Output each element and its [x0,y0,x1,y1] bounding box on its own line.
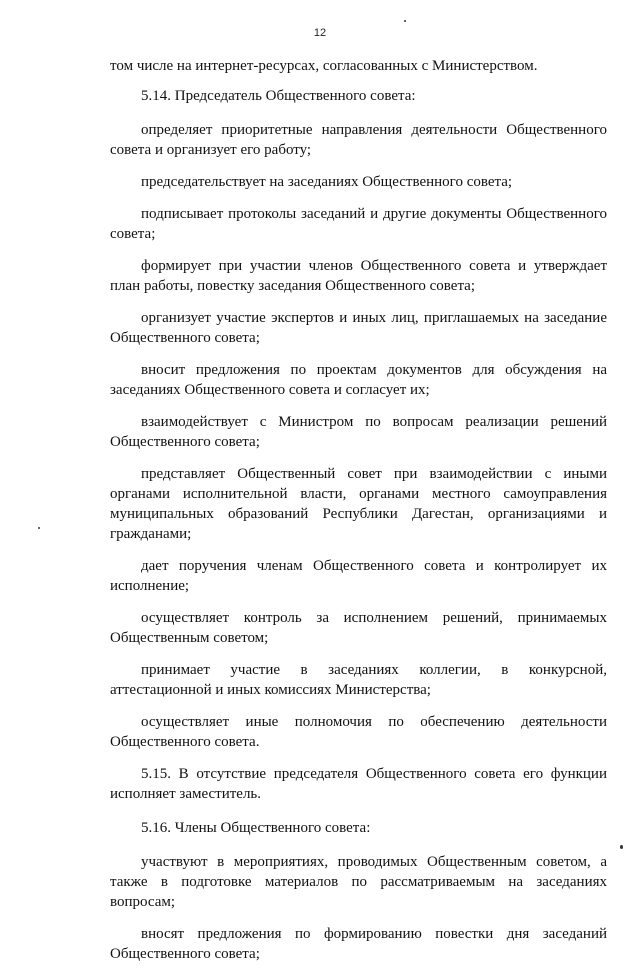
list-item: вносит предложения по проектам документов для обсуждения на заседаниях Общественного совета и согласует их; [110,362,607,398]
list-item: представляет Общественный совет при взаимодействии с иными органами исполнительной власти, органами местного самоуправления муниципальных образований Республики Дагестан, организациями и гражданами; [110,466,607,542]
paragraph-continuation: том числе на интернет-ресурсах, согласованных с Министерством. [110,58,538,74]
list-item: формирует при участии членов Общественного совета и утверждает план работы, повестку заседания Общественного совета; [110,258,607,294]
section-heading-5-14: 5.14. Председатель Общественного совета: [141,88,416,104]
list-item: подписывает протоколы заседаний и другие документы Общественного совета; [110,206,607,242]
scan-speck [404,20,406,22]
list-item: участвуют в мероприятиях, проводимых Общественным советом, а также в подготовке материалов по рассматриваемым на заседаниях вопросам; [110,854,607,910]
list-item: организует участие экспертов и иных лиц, приглашаемых на заседание Общественного совета; [110,310,607,346]
document-body [110,56,607,976]
list-item: осуществляет контроль за исполнением решений, принимаемых Общественным советом; [110,610,607,646]
list-item: председательствует на заседаниях Общественного совета; [141,174,513,190]
scan-speck [38,527,40,529]
section-heading-5-16: 5.16. Члены Общественного совета: [141,820,371,836]
list-item: взаимодействует с Министром по вопросам реализации решений Общественного совета; [110,414,607,450]
list-item: определяет приоритетные направления деятельности Общественного совета и организует его работу; [110,122,607,158]
list-item: осуществляет иные полномочия по обеспечению деятельности Общественного совета. [110,714,607,750]
scan-speck [620,845,623,849]
list-item: вносят предложения по формированию повестки дня заседаний Общественного совета; [110,926,607,962]
list-item: дает поручения членам Общественного совета и контролирует их исполнение; [110,558,607,594]
page-number: 12 [313,27,327,39]
list-item: принимает участие в заседаниях коллегии, в конкурсной, аттестационной и иных комиссиях Министерства; [110,662,607,698]
section-heading-5-15: 5.15. В отсутствие председателя Общественного совета его функции исполняет заместитель. [110,766,607,802]
